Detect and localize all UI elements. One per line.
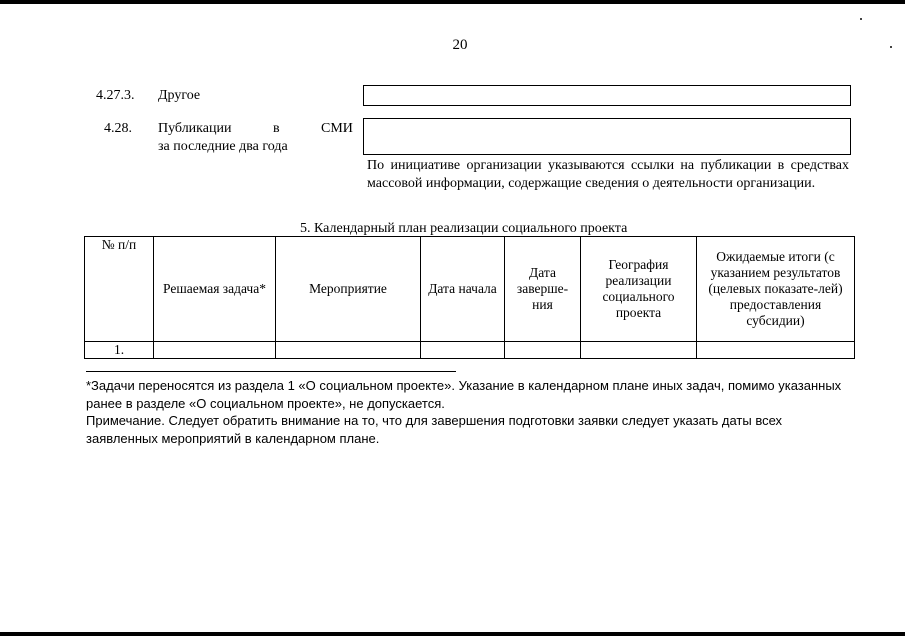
item-label-word: Публикации bbox=[158, 121, 232, 136]
column-header: Мероприятие bbox=[276, 237, 421, 342]
item-number: 4.27.3. bbox=[96, 88, 135, 103]
calendar-plan-table bbox=[84, 236, 855, 359]
top-border bbox=[0, 0, 905, 4]
column-header: Ожидаемые итоги (с указанием результатов (целевых показате-лей) предоставления субсидии) bbox=[697, 237, 855, 342]
table-cell[interactable] bbox=[421, 342, 505, 359]
table-row bbox=[85, 342, 855, 359]
other-input-field[interactable] bbox=[363, 85, 851, 106]
publications-input-field[interactable] bbox=[363, 118, 851, 155]
footnote-asterisk: *Задачи переносятся из раздела 1 «О социальном проекте». Указание в календарном плане иных задач, помимо указанных ранее в разделе «О социальном проекте», не допускается. bbox=[86, 378, 842, 411]
footnotes bbox=[86, 377, 852, 447]
table-cell[interactable] bbox=[581, 342, 697, 359]
bottom-border bbox=[0, 632, 905, 636]
item-label-word: в bbox=[273, 121, 280, 136]
publications-note: По инициативе организации указываются ссылки на публикации в средствах массовой информации, содержащие сведения о деятельности организации. bbox=[367, 158, 849, 191]
scan-speck bbox=[890, 46, 892, 48]
column-header: Дата начала bbox=[421, 237, 505, 342]
table-cell[interactable] bbox=[505, 342, 581, 359]
column-header: № п/п bbox=[85, 237, 154, 342]
footnote-separator bbox=[86, 371, 456, 372]
column-header: Решаемая задача* bbox=[154, 237, 276, 342]
footnote-remark: Примечание. Следует обратить внимание на то, что для завершения подготовки заявки следует указать даты всех заявленных мероприятий в календарном плане. bbox=[86, 413, 783, 446]
item-label-other: Другое bbox=[158, 88, 201, 103]
page-number: 20 bbox=[452, 37, 468, 53]
item-label-line2: за последние два года bbox=[158, 139, 288, 154]
table-cell[interactable] bbox=[697, 342, 855, 359]
item-number: 4.28. bbox=[104, 121, 132, 136]
scan-speck bbox=[860, 18, 862, 20]
table-cell[interactable] bbox=[154, 342, 276, 359]
section-title: 5. Календарный план реализации социального проекта bbox=[300, 221, 628, 236]
table-header-row bbox=[85, 237, 855, 342]
table-cell: 1. bbox=[85, 342, 154, 359]
column-header: География реализации социального проекта bbox=[581, 237, 697, 342]
table-cell[interactable] bbox=[276, 342, 421, 359]
item-label-word: СМИ bbox=[321, 121, 353, 136]
column-header: Дата заверше-ния bbox=[505, 237, 581, 342]
